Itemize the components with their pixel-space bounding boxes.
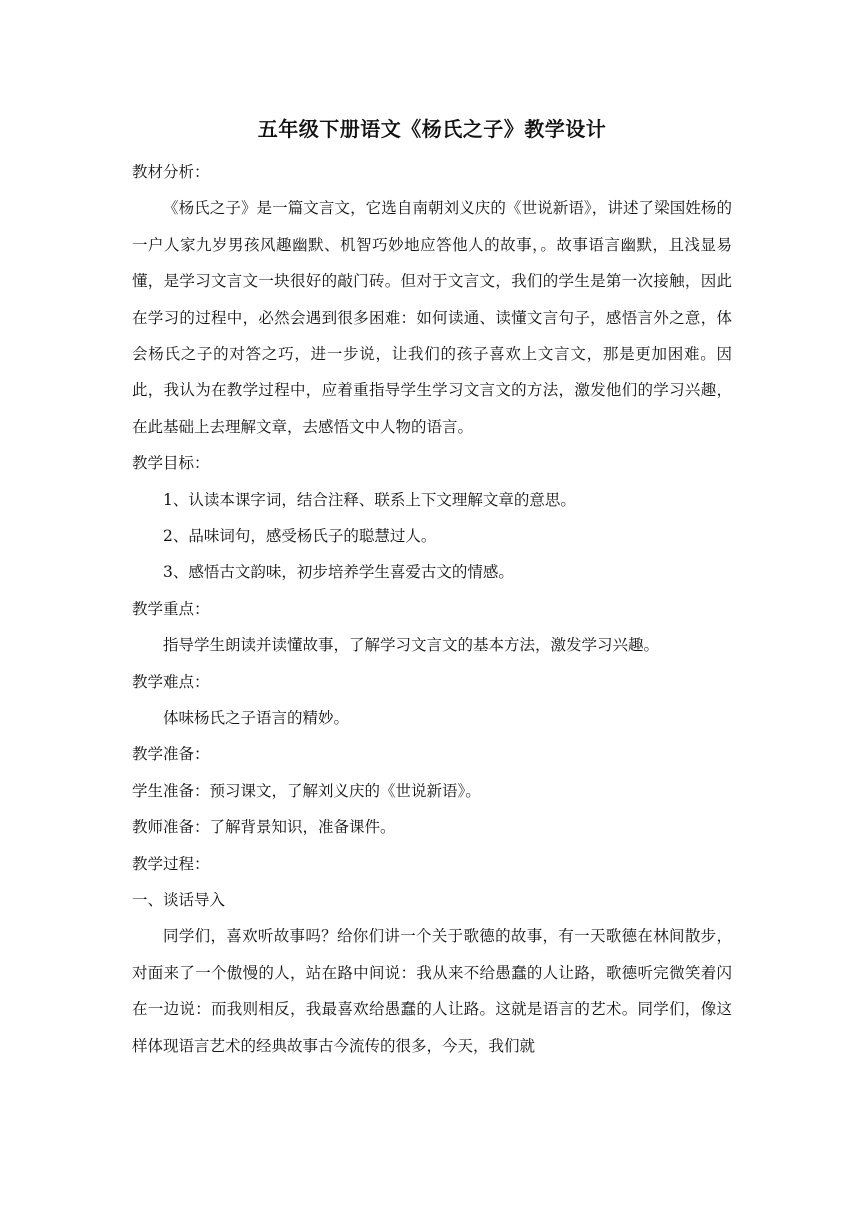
student-prep: 学生准备：预习课文，了解刘义庆的《世说新语》。 [132,781,481,800]
goal-item: 3、感悟古文韵味，初步培养学生喜爱古文的情感。 [163,563,514,582]
difficulty-text: 体味杨氏之子语言的精妙。 [163,708,350,727]
key-heading: 教学重点： [132,599,210,618]
process-heading: 教学过程： [132,854,210,873]
analysis-heading: 教材分析： [132,163,210,181]
goals-heading: 教学目标： [132,454,210,473]
goal-item: 2、品味词句，感受杨氏子的聪慧过人。 [163,527,437,546]
goal-item: 1、认读本课字词，结合注释、联系上下文理解文章的意思。 [163,490,576,509]
step1-heading: 一、谈话导入 [132,890,226,909]
document-page [132,112,732,1064]
document-title: 五年级下册语文《杨氏之子》教学设计 [257,117,607,141]
prep-heading: 教学准备： [132,745,210,764]
difficulty-heading: 教学难点： [132,672,210,691]
teacher-prep: 教师准备：了解背景知识，准备课件。 [132,818,396,837]
step1-paragraph: 同学们，喜欢听故事吗？给你们讲一个关于歌德的故事，有一天歌德在林间散步，对面来了一个傲慢的人，站在路中间说：我从来不给愚蠢的人让路，歌德听完微笑着闪在一边说：而我则相反，我最喜欢给愚蠢的人让路。这就是语言的艺术。同学们，像这样体现语言艺术的经典故事古今流传的很多，今天，我们就 [132,927,732,1055]
analysis-paragraph: 《杨氏之子》是一篇文言文，它选自南朝刘义庆的《世说新语》，讲述了梁国姓杨的一户人家九岁男孩风趣幽默、机智巧妙地应答他人的故事，。故事语言幽默，且浅显易懂，是学习文言文一块很好的敲门砖。但对于文言文，我们的学生是第一次接触，因此在学习的过程中，必然会遇到很多困难：如何读通、读懂文言句子，感悟言外之意，体会杨氏之子的对答之巧，进一步说，让我们的孩子喜欢上文言文，那是更加困难。因此，我认为在教学过程中，应着重指导学生学习文言文的方法，激发他们的学习兴趣，在此基础上去理解文章，去感悟文中人物的语言。 [132,199,732,436]
key-text: 指导学生朗读并读懂故事，了解学习文言文的基本方法，激发学习兴趣。 [163,636,660,655]
